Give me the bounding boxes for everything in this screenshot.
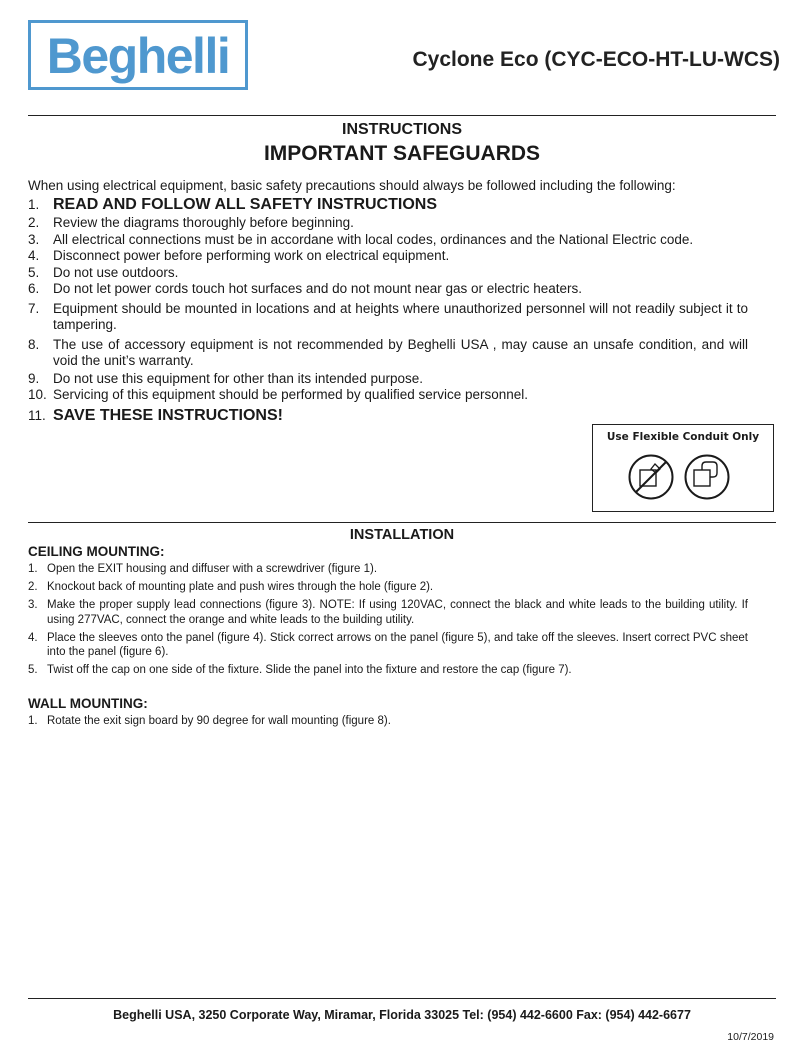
list-item: 2. Knockout back of mounting plate and push wires through the hole (figure 2). (28, 581, 434, 593)
safeguards-intro: When using electrical equipment, basic safety precautions should always be followed including the following: (28, 178, 676, 193)
list-item: 10. Servicing of this equipment should be performed by qualified service personnel. (28, 387, 529, 402)
list-item: 9. Do not use this equipment for other than its intended purpose. (28, 370, 423, 386)
footer-address: Beghelli USA, 3250 Corporate Way, Miramar, Florida 33025 Tel: (954) 442-6600 Fax: (954) 442-6677 (113, 1008, 691, 1022)
list-item: 3. Make the proper supply lead connections (figure 3). NOTE: If using 120VAC, connect the black and white leads to the building utility. If using 277VAC, connect the orange and white leads to the building utility. (28, 599, 748, 626)
beghelli-logo (28, 20, 248, 90)
list-item: 1. Rotate the exit sign board by 90 degree for wall mounting (figure 8). (28, 715, 391, 727)
logo-text: Beghelli (46, 28, 230, 84)
safeguards-title: IMPORTANT SAFEGUARDS (263, 142, 541, 165)
list-item: 3. All electrical connections must be in accordane with local codes, ordinances and the National Electric code. (28, 231, 694, 247)
conduit-icons (627, 453, 747, 501)
list-item: 5. Do not use outdoors. (28, 264, 179, 280)
safeguards-list (28, 194, 748, 427)
list-item: 6. Do not let power cords touch hot surfaces and do not mount near gas or electric heaters. (28, 281, 583, 296)
list-item: 4. Disconnect power before performing work on electrical equipment. (28, 248, 450, 263)
document-date: 10/7/2019 (727, 1031, 774, 1043)
conduit-notice-box (592, 424, 774, 512)
instructions-kicker: INSTRUCTIONS (342, 121, 462, 138)
installation-divider (28, 522, 776, 523)
product-title: Cyclone Eco (CYC-ECO-HT-LU-WCS) (412, 48, 780, 71)
list-item: 5. Twist off the cap on one side of the fixture. Slide the panel into the fixture and restore the cap (figure 7). (28, 664, 572, 676)
header-divider (28, 115, 776, 116)
wall-steps-list (28, 714, 748, 732)
rigid-conduit-prohibited-icon (630, 456, 673, 499)
conduit-notice-label: Use Flexible Conduit Only (606, 431, 760, 443)
wall-mounting-heading: WALL MOUNTING: (28, 696, 148, 711)
list-item: 7. Equipment should be mounted in locations and at heights where unauthorized personnel will not readily subject it to tampering. (28, 300, 748, 332)
list-item: 2. Review the diagrams thoroughly before beginning. (28, 215, 354, 230)
ceiling-mounting-heading: CEILING MOUNTING: (28, 544, 165, 559)
flexible-conduit-icon (686, 456, 729, 499)
ceiling-steps-list (28, 562, 748, 681)
list-item: 1. READ AND FOLLOW ALL SAFETY INSTRUCTIONS (28, 196, 437, 213)
list-item: 8. The use of accessory equipment is not recommended by Beghelli USA , may cause an unsafe condition, and will void the unit’s warranty. (28, 336, 748, 368)
installation-title: INSTALLATION (349, 527, 455, 543)
list-item: 4. Place the sleeves onto the panel (figure 4). Stick correct arrows on the panel (figure 5), and take off the sleeves. Insert correct PVC sheet into the panel (figure 6). (28, 631, 748, 658)
list-item: 11. SAVE THESE INSTRUCTIONS! (28, 406, 283, 424)
footer-divider (28, 998, 776, 999)
list-item: 1. Open the EXIT housing and diffuser with a screwdriver (figure 1). (28, 563, 378, 575)
